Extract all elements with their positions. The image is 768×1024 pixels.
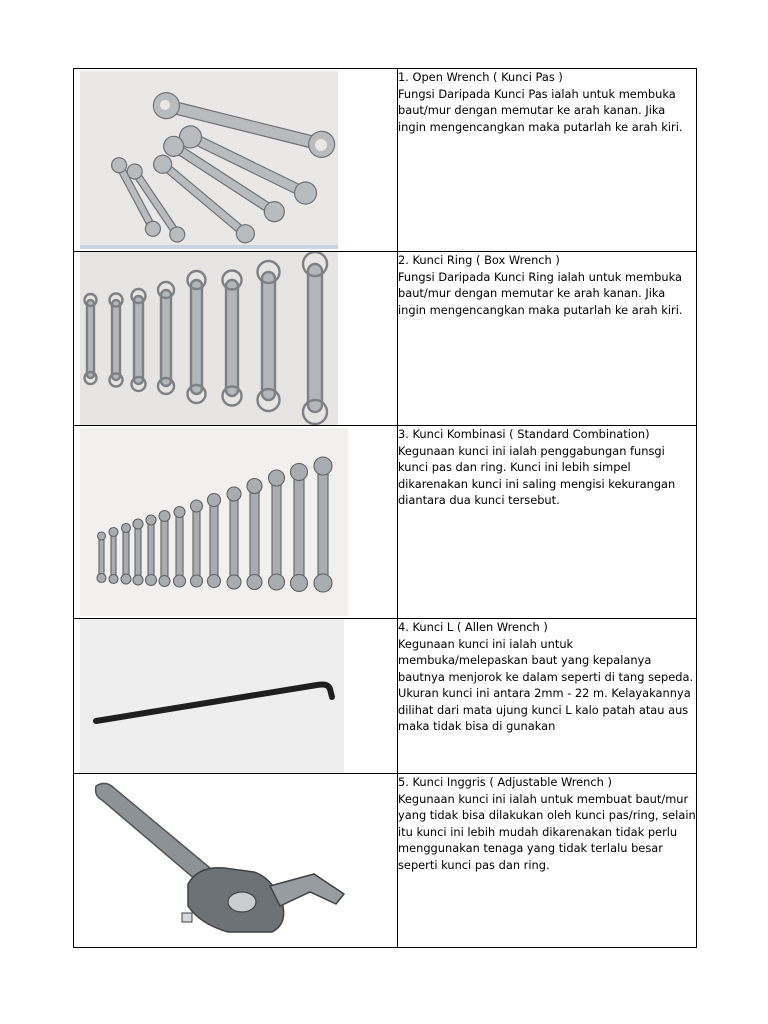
box-wrench-set-icon xyxy=(74,252,398,425)
tool-description: Kegunaan kunci ini ialah penggabungan funsgi kunci pas dan ring. Kunci ini lebih simpel dikarenakan kunci ini saling mengisi kekurangan diantara dua kunci tersebut. xyxy=(398,443,676,507)
image-cell xyxy=(74,426,398,619)
tools-table xyxy=(73,68,697,948)
combination-wrench-set-icon xyxy=(74,426,398,618)
tool-title: 5. Kunci Inggris ( Adjustable Wrench ) xyxy=(398,775,612,789)
tool-description: Fungsi Daripada Kunci Ring ialah untuk membuka baut/mur dengan memutar ke arah kanan. Jika ingin mengencangkan maka putarlah ke arah kiri. xyxy=(398,269,683,317)
text-cell xyxy=(398,774,697,948)
image-cell xyxy=(74,252,398,426)
text-cell xyxy=(398,619,697,774)
text-cell xyxy=(398,252,697,426)
text-cell xyxy=(398,69,697,252)
tool-description: Fungsi Daripada Kunci Pas ialah untuk membuka baut/mur dengan memutar ke arah kanan. Jika ingin mengencangkan maka putarlah ke arah kiri. xyxy=(398,86,683,134)
image-cell xyxy=(74,774,398,948)
image-cell xyxy=(74,619,398,774)
table-row xyxy=(74,774,697,948)
tool-title: 3. Kunci Kombinasi ( Standard Combination) xyxy=(398,427,650,441)
image-cell xyxy=(74,69,398,252)
tool-title: 1. Open Wrench ( Kunci Pas ) xyxy=(398,70,563,84)
adjustable-wrench-icon xyxy=(74,774,398,947)
allen-wrench-icon xyxy=(74,619,398,773)
text-cell xyxy=(398,426,697,619)
table-row xyxy=(74,619,697,774)
tool-title: 4. Kunci L ( Allen Wrench ) xyxy=(398,620,548,634)
table-row xyxy=(74,69,697,252)
open-wrench-set-icon xyxy=(74,69,398,251)
tool-description: Kegunaan kunci ini ialah untuk membuka/melepaskan baut yang kepalanya bautnya menjorok ke dalam seperti di tang sepeda. Ukuran kunci ini antara 2mm - 22 m. Kelayakannya dilihat dari mata ujung kunci L kalo patah atau aus maka tidak bisa di gunakan xyxy=(398,636,694,733)
tool-title: 2. Kunci Ring ( Box Wrench ) xyxy=(398,253,560,267)
table-row xyxy=(74,426,697,619)
table-row xyxy=(74,252,697,426)
tool-description: Kegunaan kunci ini ialah untuk membuat baut/mur yang tidak bisa dilakukan oleh kunci pas/ring, selain itu kunci ini lebih mudah dikarenakan tidak perlu menggunakan tenaga yang tidak terlalu besar seperti kunci pas dan ring. xyxy=(398,791,696,872)
